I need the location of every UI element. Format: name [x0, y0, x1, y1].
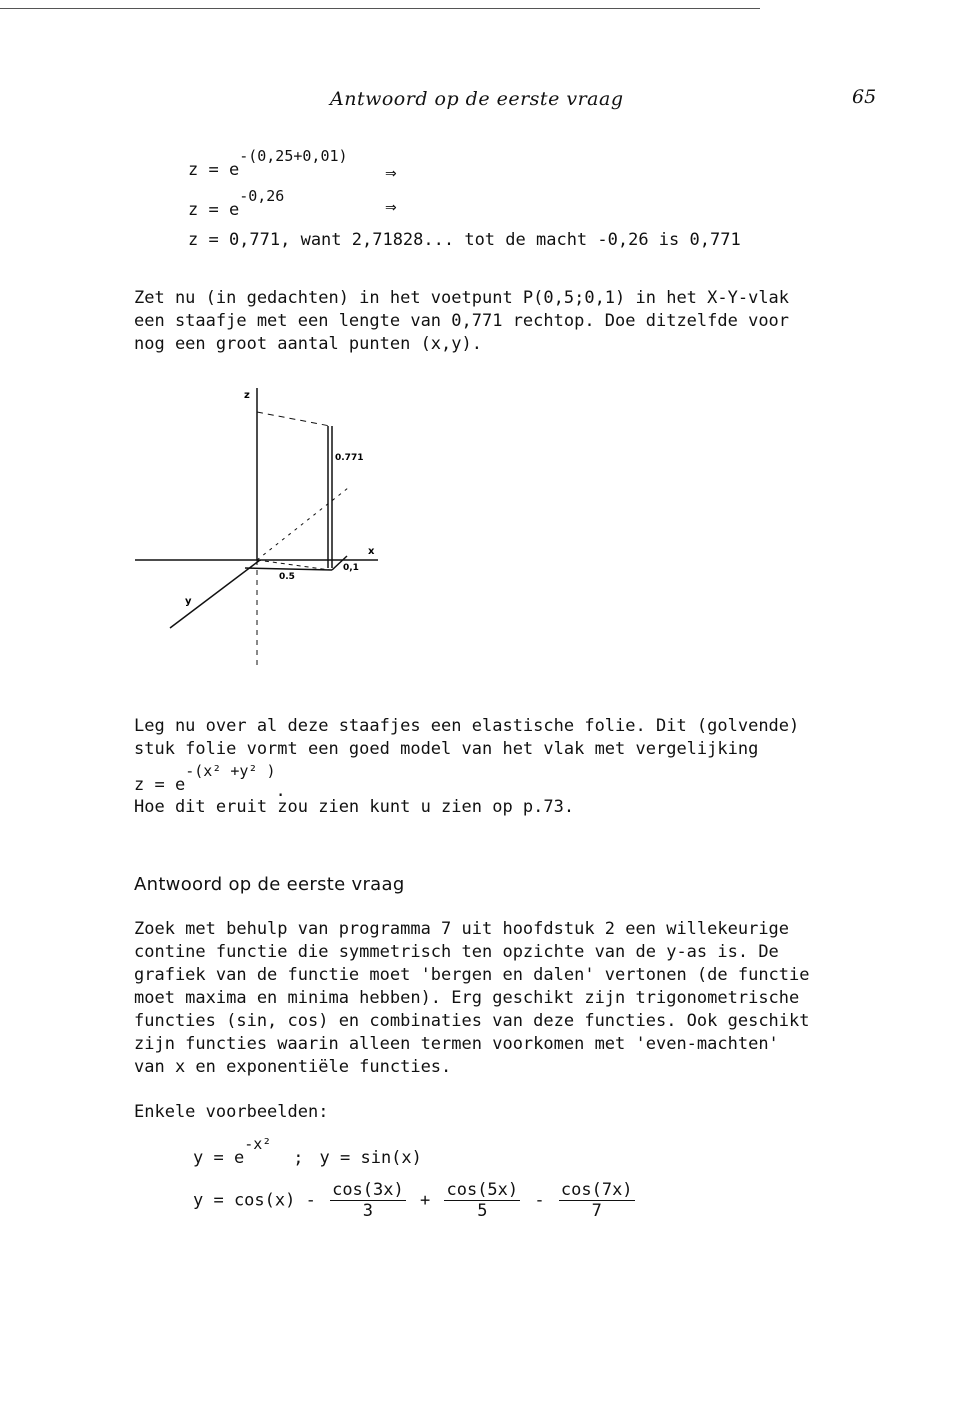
formula-base: z = e — [134, 775, 186, 795]
base-line-x — [245, 568, 332, 570]
equation-line-3: z = 0,771, want 2,71828... tot de macht -0,26 is 0,771 — [188, 230, 741, 250]
fraction-1-denominator: 3 — [362, 1201, 374, 1221]
paragraph-line: grafiek van de functie moet 'bergen en dalen' vertonen (de functie — [134, 965, 810, 985]
fraction-3-numerator: cos(7x) — [560, 1180, 633, 1200]
formula-end: . — [275, 781, 286, 801]
equation-exponent: -0,26 — [239, 187, 285, 205]
equation-line-2 — [188, 187, 285, 220]
equation-exponent: -(0,25+0,01) — [239, 147, 348, 165]
fraction-1-numerator: cos(3x) — [332, 1180, 404, 1200]
running-header: Antwoord op de eerste vraag — [330, 88, 624, 110]
paragraph-3 — [134, 918, 894, 1079]
examples-label: Enkele voorbeelden: — [134, 1102, 329, 1122]
paragraph-line: functies (sin, cos) en combinaties van deze functies. Ook geschikt — [134, 1011, 810, 1031]
paragraph-line: Hoe dit eruit zou zien kunt u zien op p.73. — [134, 797, 575, 817]
formula-line — [134, 762, 286, 801]
paragraph-line: nog een groot aantal punten (x,y). — [134, 334, 482, 354]
x-label: x — [368, 546, 375, 557]
paragraph-line: Leg nu over al deze staafjes een elastische folie. Dit (golvende) — [134, 716, 800, 736]
paragraph-line: stuk folie vormt een goed model van het vlak met vergelijking — [134, 739, 759, 759]
dashed-top-line — [257, 412, 330, 426]
example-1-separator: ; — [293, 1148, 304, 1168]
paragraph-2-end — [134, 796, 894, 819]
implies-arrow-1: ⇒ — [385, 166, 397, 182]
axes-figure — [130, 380, 390, 680]
value-label: 0.771 — [335, 453, 364, 463]
paragraph-line: Zoek met behulp van programma 7 uit hoofdstuk 2 een willekeurige — [134, 919, 790, 939]
equation-line-1 — [188, 147, 348, 180]
z-label: z — [244, 390, 250, 401]
y-label: y — [185, 596, 192, 607]
y-axis — [170, 560, 260, 628]
paragraph-1 — [134, 287, 894, 356]
operator-plus: + — [419, 1190, 431, 1211]
example-1-base: y = e — [193, 1148, 245, 1168]
fraction-3 — [559, 1180, 635, 1221]
fraction-2 — [444, 1180, 520, 1221]
fraction-2-denominator: 5 — [477, 1201, 488, 1221]
y-value-label: 0,1 — [343, 563, 359, 573]
paragraph-line: moet maxima en minima hebben). Erg geschikt zijn trigonometrische — [134, 988, 800, 1008]
example-2 — [193, 1180, 639, 1221]
fraction-3-denominator: 7 — [591, 1201, 602, 1221]
paragraph-line: van x en exponentiële functies. — [134, 1057, 452, 1077]
paragraph-line: zijn functies waarin alleen termen voorkomen met 'even-machten' — [134, 1034, 779, 1054]
equation-base: z = e — [188, 200, 240, 220]
example-1-rhs: y = sin(x) — [319, 1148, 422, 1168]
top-rule — [0, 8, 760, 9]
dashed-diagonal — [257, 488, 348, 560]
paragraph-line: contine functie die symmetrisch ten opzichte van de y-as is. De — [134, 942, 779, 962]
section-title: Antwoord op de eerste vraag — [134, 874, 405, 895]
fraction-2-numerator: cos(5x) — [446, 1180, 519, 1200]
example-1 — [193, 1135, 422, 1168]
formula-exponent: -(x² +y² ) — [185, 762, 276, 780]
equation-base: z = e — [188, 160, 240, 180]
example-2-start: y = cos(x) - — [193, 1190, 316, 1211]
paragraph-line: een staafje met een lengte van 0,771 rechtop. Doe ditzelfde voor — [134, 311, 790, 331]
example-1-exponent: -x² — [244, 1135, 272, 1153]
paragraph-line: Zet nu (in gedachten) in het voetpunt P(0,5;0,1) in het X-Y-vlak — [134, 288, 790, 308]
operator-minus: - — [534, 1190, 545, 1211]
x-value-label: 0.5 — [279, 572, 295, 582]
page-number: 65 — [852, 86, 877, 108]
fraction-1 — [330, 1180, 406, 1221]
paragraph-2 — [134, 715, 894, 761]
implies-arrow-2: ⇒ — [385, 200, 397, 216]
